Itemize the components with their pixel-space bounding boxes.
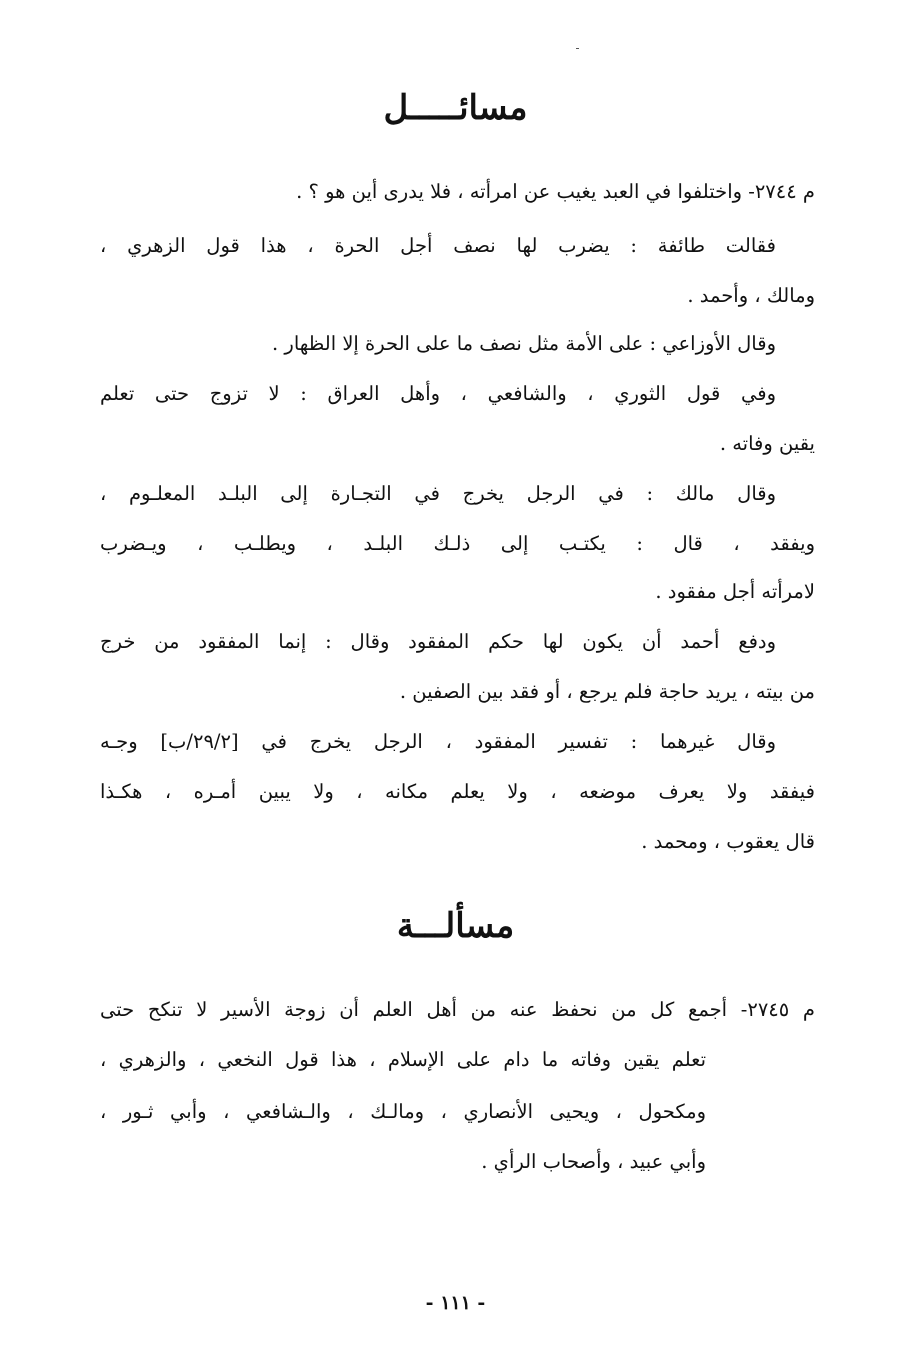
text-line: من بيته ، يريد حاجة فلم يرجع ، أو فقد بين الصفين . bbox=[399, 680, 815, 703]
text-line: وأبي عبيد ، وأصحاب الرأي . bbox=[481, 1150, 706, 1173]
text-line: لامرأته أجل مفقود . bbox=[655, 580, 815, 603]
text-line: ومالك ، وأحمد . bbox=[687, 284, 815, 307]
numbered-line: م ٢٧٤٥- أجمع كل من نحفظ عنه من أهل العلم أن زوجة الأسير لا تنكح حتى bbox=[100, 998, 815, 1021]
text-line: قال يعقوب ، ومحمد . bbox=[641, 830, 815, 853]
page-number: - ١١١ - bbox=[425, 1292, 486, 1314]
section-heading: مسائـــــل bbox=[383, 88, 528, 128]
text-line: فقالت طائفة : يضرب لها نصف أجل الحرة ، هذا قول الزهري ، bbox=[100, 234, 776, 257]
text-line: ويفقد ، قال : يكتـب إلى ذلـك البلـد ، ويطلـب ، ويـضرب bbox=[100, 532, 815, 555]
text-line: وفي قول الثوري ، والشافعي ، وأهل العراق : لا تزوج حتى تعلم bbox=[100, 382, 776, 405]
text-line: تعلم يقين وفاته ما دام على الإسلام ، هذا قول النخعي ، والزهري ، bbox=[100, 1048, 706, 1071]
text-line: ودفع أحمد أن يكون لها حكم المفقود وقال : إنما المفقود من خرج bbox=[100, 630, 776, 653]
text-line: فيفقد ولا يعرف موضعه ، ولا يعلم مكانه ، ولا يبين أمـره ، هكـذا bbox=[100, 780, 815, 803]
text-line: وقال الأوزاعي : على الأمة مثل نصف ما على الحرة إلا الظهار . bbox=[272, 332, 776, 355]
text-line: ومكحول ، ويحيى الأنصاري ، ومالـك ، والـشافعي ، وأبي ثـور ، bbox=[100, 1100, 706, 1123]
text-line: وقال غيرهما : تفسير المفقود ، الرجل يخرج في [٢٩/٢/ب] وجـه bbox=[100, 730, 776, 753]
scan-speck bbox=[576, 48, 579, 49]
text-line: يقين وفاته . bbox=[719, 432, 815, 455]
text-line: وقال مالك : في الرجل يخرج في التجـارة إلى البلـد المعلـوم ، bbox=[100, 482, 776, 505]
numbered-line: م ٢٧٤٤- واختلفوا في العبد يغيب عن امرأته ، فلا يدرى أين هو ؟ . bbox=[296, 180, 815, 203]
section-heading: مسألـــة bbox=[396, 906, 515, 946]
